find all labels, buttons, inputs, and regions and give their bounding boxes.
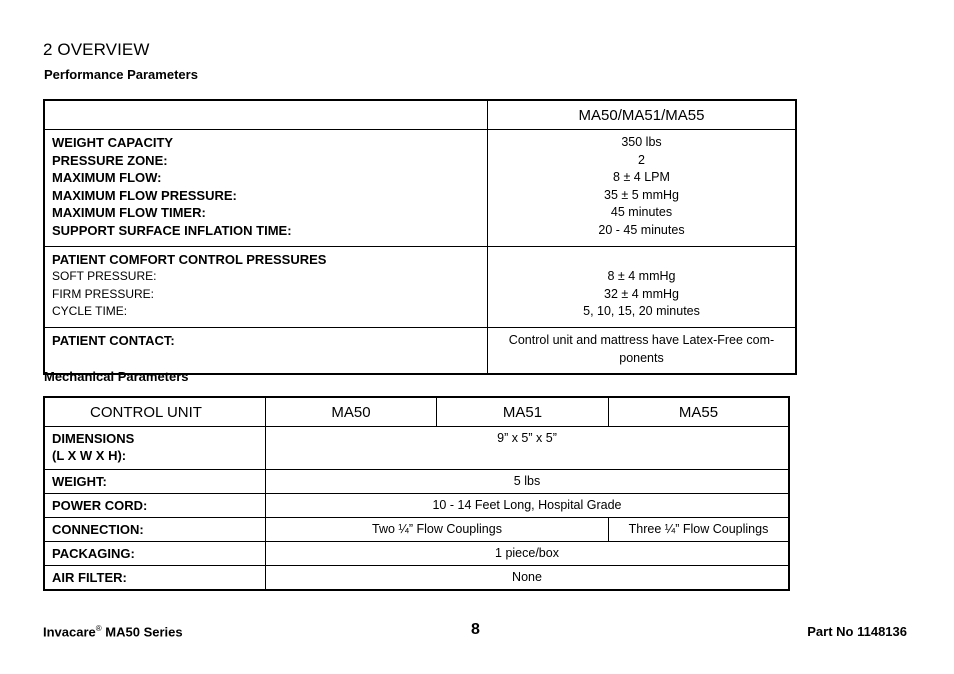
mechanical-row-connection [44, 518, 789, 542]
value-power-cord: 10 - 14 Feet Long, Hospital Grade [266, 494, 790, 518]
mechanical-row-power-cord [44, 494, 789, 518]
value-firm-pressure: 32 ± 4 mmHg [604, 286, 679, 301]
label-inflation-time: SUPPORT SURFACE INFLATION TIME: [52, 222, 292, 238]
label-maximum-flow-pressure: MAXIMUM FLOW PRESSURE: [52, 187, 237, 203]
performance-general-values [488, 130, 797, 247]
mechanical-table [43, 396, 790, 591]
label-dimensions-line2: (L X W X H): [52, 448, 127, 463]
performance-comfort-values [488, 246, 797, 327]
label-dimensions [44, 427, 266, 470]
label-patient-contact: PATIENT CONTACT: [44, 327, 488, 374]
label-dimensions-line1: DIMENSIONS [52, 431, 135, 446]
header-control-unit: CONTROL UNIT [44, 397, 266, 427]
footer-brand [43, 624, 183, 639]
value-patient-contact-line1: Control unit and mattress have Latex-Free com- [508, 332, 775, 347]
performance-row-contact [44, 327, 796, 374]
performance-row-general [44, 130, 796, 247]
mechanical-subtitle: Mechanical Parameters [44, 369, 189, 384]
section-title: 2 OVERVIEW [43, 40, 150, 59]
page-number: 8 [471, 621, 480, 638]
header-ma55: MA55 [609, 397, 790, 427]
value-weight: 5 lbs [266, 470, 790, 494]
value-maximum-flow: 8 ± 4 LPM [613, 170, 670, 185]
value-packaging: 1 piece/box [266, 542, 790, 566]
performance-table [43, 99, 797, 375]
label-air-filter: AIR FILTER: [44, 566, 266, 591]
performance-row-comfort [44, 246, 796, 327]
performance-general-labels [44, 130, 488, 247]
value-patient-contact [488, 327, 797, 374]
value-pressure-zone: 2 [638, 152, 645, 167]
label-connection: CONNECTION: [44, 518, 266, 542]
registered-mark: ® [95, 624, 102, 633]
mechanical-row-packaging [44, 542, 789, 566]
comfort-heading: PATIENT COMFORT CONTROL PRESSURES [52, 251, 327, 267]
performance-subtitle: Performance Parameters [44, 67, 198, 82]
value-patient-contact-line2: ponents [619, 350, 664, 365]
label-weight-capacity: WEIGHT CAPACITY [52, 135, 174, 150]
value-maximum-flow-timer: 45 minutes [610, 205, 673, 220]
value-dimensions: 9” x 5” x 5” [266, 427, 790, 470]
value-cycle-time: 5, 10, 15, 20 minutes [583, 304, 700, 319]
mechanical-row-air-filter [44, 566, 789, 591]
label-cycle-time: CYCLE TIME: [52, 304, 128, 319]
value-connection-ma50-ma51: Two ¼” Flow Couplings [266, 518, 609, 542]
mechanical-header-row [44, 397, 789, 427]
value-weight-capacity: 350 lbs [621, 135, 662, 149]
label-pressure-zone: PRESSURE ZONE: [52, 152, 168, 168]
footer-series: MA50 Series [101, 624, 183, 640]
label-soft-pressure: SOFT PRESSURE: [52, 269, 157, 284]
label-maximum-flow-timer: MAXIMUM FLOW TIMER: [52, 205, 206, 221]
performance-header-row [44, 100, 796, 130]
value-soft-pressure: 8 ± 4 mmHg [607, 269, 676, 284]
value-connection-ma55: Three ¼” Flow Couplings [609, 518, 790, 542]
value-air-filter: None [266, 566, 790, 591]
performance-header-blank [44, 100, 488, 130]
footer-brand-name: Invacare [43, 624, 96, 640]
label-weight: WEIGHT: [44, 470, 266, 494]
label-power-cord: POWER CORD: [44, 494, 266, 518]
mechanical-row-weight [44, 470, 789, 494]
header-ma51: MA51 [437, 397, 609, 427]
label-packaging: PACKAGING: [44, 542, 266, 566]
label-firm-pressure: FIRM PRESSURE: [52, 286, 155, 301]
value-inflation-time: 20 - 45 minutes [598, 222, 685, 237]
mechanical-row-dimensions [44, 427, 789, 470]
label-maximum-flow: MAXIMUM FLOW: [52, 170, 162, 186]
header-ma50: MA50 [266, 397, 437, 427]
value-maximum-flow-pressure: 35 ± 5 mmHg [604, 187, 679, 202]
performance-header-model: MA50/MA51/MA55 [488, 100, 797, 130]
footer-part-number: Part No 1148136 [807, 624, 907, 639]
performance-comfort-labels [44, 246, 488, 327]
